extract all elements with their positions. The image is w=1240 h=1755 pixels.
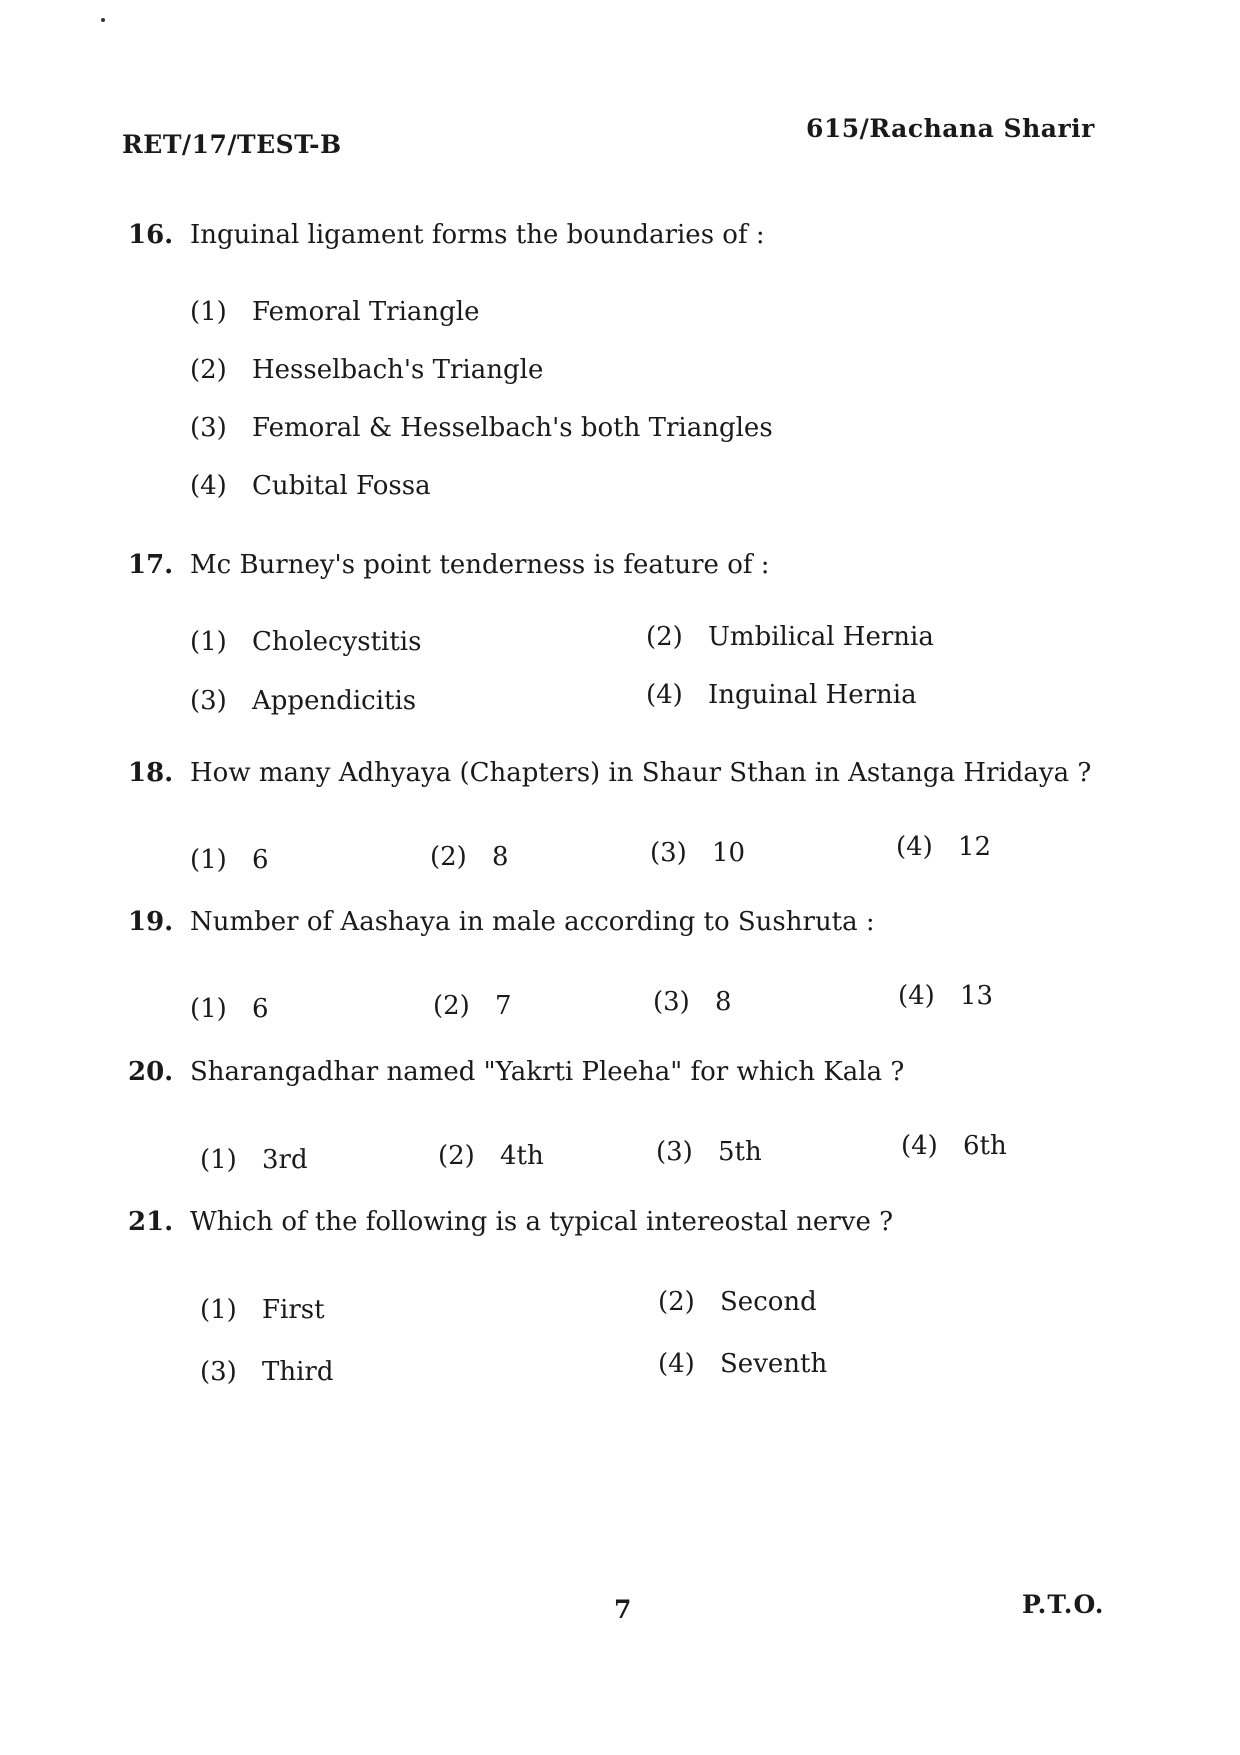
option-1 [200, 1295, 325, 1325]
option-text: 5th [718, 1137, 762, 1167]
option-number: (1) [190, 297, 227, 327]
option-number: (4) [190, 471, 227, 501]
option-number: (4) [646, 680, 683, 710]
question-18 [128, 756, 1128, 875]
option-number: (2) [430, 842, 467, 872]
option-text: Inguinal Hernia [708, 680, 917, 710]
option-text: Cholecystitis [252, 627, 422, 657]
option-number: (1) [200, 1295, 237, 1325]
question-text: How many Adhyaya (Chapters) in Shaur Sthan in Astanga Hridaya ? [190, 758, 1092, 788]
question-text: Mc Burney's point tenderness is feature of : [190, 550, 770, 580]
option-number: (2) [658, 1287, 695, 1317]
header-test-code: RET/17/TEST-B [122, 130, 342, 159]
option-2 [658, 1287, 817, 1317]
option-number: (3) [190, 413, 227, 443]
option-number: (4) [901, 1131, 938, 1161]
option-2 [430, 842, 509, 872]
option-number: (3) [653, 987, 690, 1017]
question-text: Which of the following is a typical intereostal nerve ? [190, 1207, 894, 1237]
header-subject: 615/Rachana Sharir [806, 114, 1095, 143]
option-text: Seventh [720, 1349, 828, 1379]
option-text: 8 [492, 842, 509, 872]
option-4 [896, 832, 991, 862]
option-text: Umbilical Hernia [708, 622, 934, 652]
option-text: 3rd [262, 1145, 308, 1175]
option-3 [656, 1137, 762, 1167]
option-4 [898, 981, 993, 1011]
option-number: (2) [646, 622, 683, 652]
pto-label: P.T.O. [1022, 1590, 1105, 1619]
option-number: (2) [190, 355, 227, 385]
option-text: Appendicitis [252, 686, 417, 716]
option-text: 8 [715, 987, 732, 1017]
question-number: 18. [128, 758, 174, 788]
question-number: 19. [128, 907, 174, 937]
option-2 [190, 355, 543, 385]
option-text: Second [720, 1287, 817, 1317]
option-text: Cubital Fossa [252, 471, 431, 501]
page-number: 7 [614, 1595, 632, 1624]
option-number: (1) [190, 845, 227, 875]
option-number: (3) [200, 1357, 237, 1387]
question-text: Number of Aashaya in male according to Sushruta : [190, 907, 875, 937]
option-text: 6 [252, 994, 269, 1024]
question-21 [128, 1205, 1128, 1387]
option-number: (4) [898, 981, 935, 1011]
option-1 [200, 1145, 308, 1175]
option-number: (4) [896, 832, 933, 862]
stray-dot [101, 18, 105, 22]
option-1 [190, 994, 269, 1024]
option-2 [646, 622, 934, 652]
option-number: (2) [433, 991, 470, 1021]
option-3 [650, 838, 745, 868]
question-number: 20. [128, 1057, 174, 1087]
option-2 [433, 991, 512, 1021]
option-text: 4th [500, 1141, 544, 1171]
option-number: (1) [200, 1145, 237, 1175]
question-number: 16. [128, 220, 174, 250]
question-number: 21. [128, 1207, 174, 1237]
option-1 [190, 297, 480, 327]
option-text: Hesselbach's Triangle [252, 355, 544, 385]
option-number: (1) [190, 627, 227, 657]
option-number: (1) [190, 994, 227, 1024]
option-text: 12 [958, 832, 992, 862]
option-number: (4) [658, 1349, 695, 1379]
option-2 [438, 1141, 544, 1171]
option-3 [190, 413, 773, 443]
option-4 [190, 471, 431, 501]
option-3 [190, 686, 416, 716]
option-1 [190, 627, 421, 657]
option-text: 6 [252, 845, 269, 875]
option-4 [646, 680, 917, 710]
option-number: (3) [650, 838, 687, 868]
option-number: (2) [438, 1141, 475, 1171]
option-3 [653, 987, 732, 1017]
option-text: 13 [960, 981, 994, 1011]
option-3 [200, 1357, 333, 1387]
question-19 [128, 905, 1128, 1024]
question-text: Sharangadhar named "Yakrti Pleeha" for which Kala ? [190, 1057, 905, 1087]
option-1 [190, 845, 269, 875]
option-text: Third [262, 1357, 334, 1387]
question-16 [128, 218, 1128, 501]
option-text: 7 [495, 991, 512, 1021]
option-text: 10 [712, 838, 746, 868]
option-text: First [262, 1295, 325, 1325]
option-4 [658, 1349, 827, 1379]
question-20 [128, 1055, 1128, 1175]
option-text: Femoral & Hesselbach's both Triangles [252, 413, 773, 443]
question-17 [128, 548, 1128, 716]
option-text: 6th [963, 1131, 1007, 1161]
question-text: Inguinal ligament forms the boundaries of : [190, 220, 765, 250]
option-text: Femoral Triangle [252, 297, 480, 327]
question-number: 17. [128, 550, 174, 580]
option-4 [901, 1131, 1007, 1161]
option-number: (3) [656, 1137, 693, 1167]
option-number: (3) [190, 686, 227, 716]
